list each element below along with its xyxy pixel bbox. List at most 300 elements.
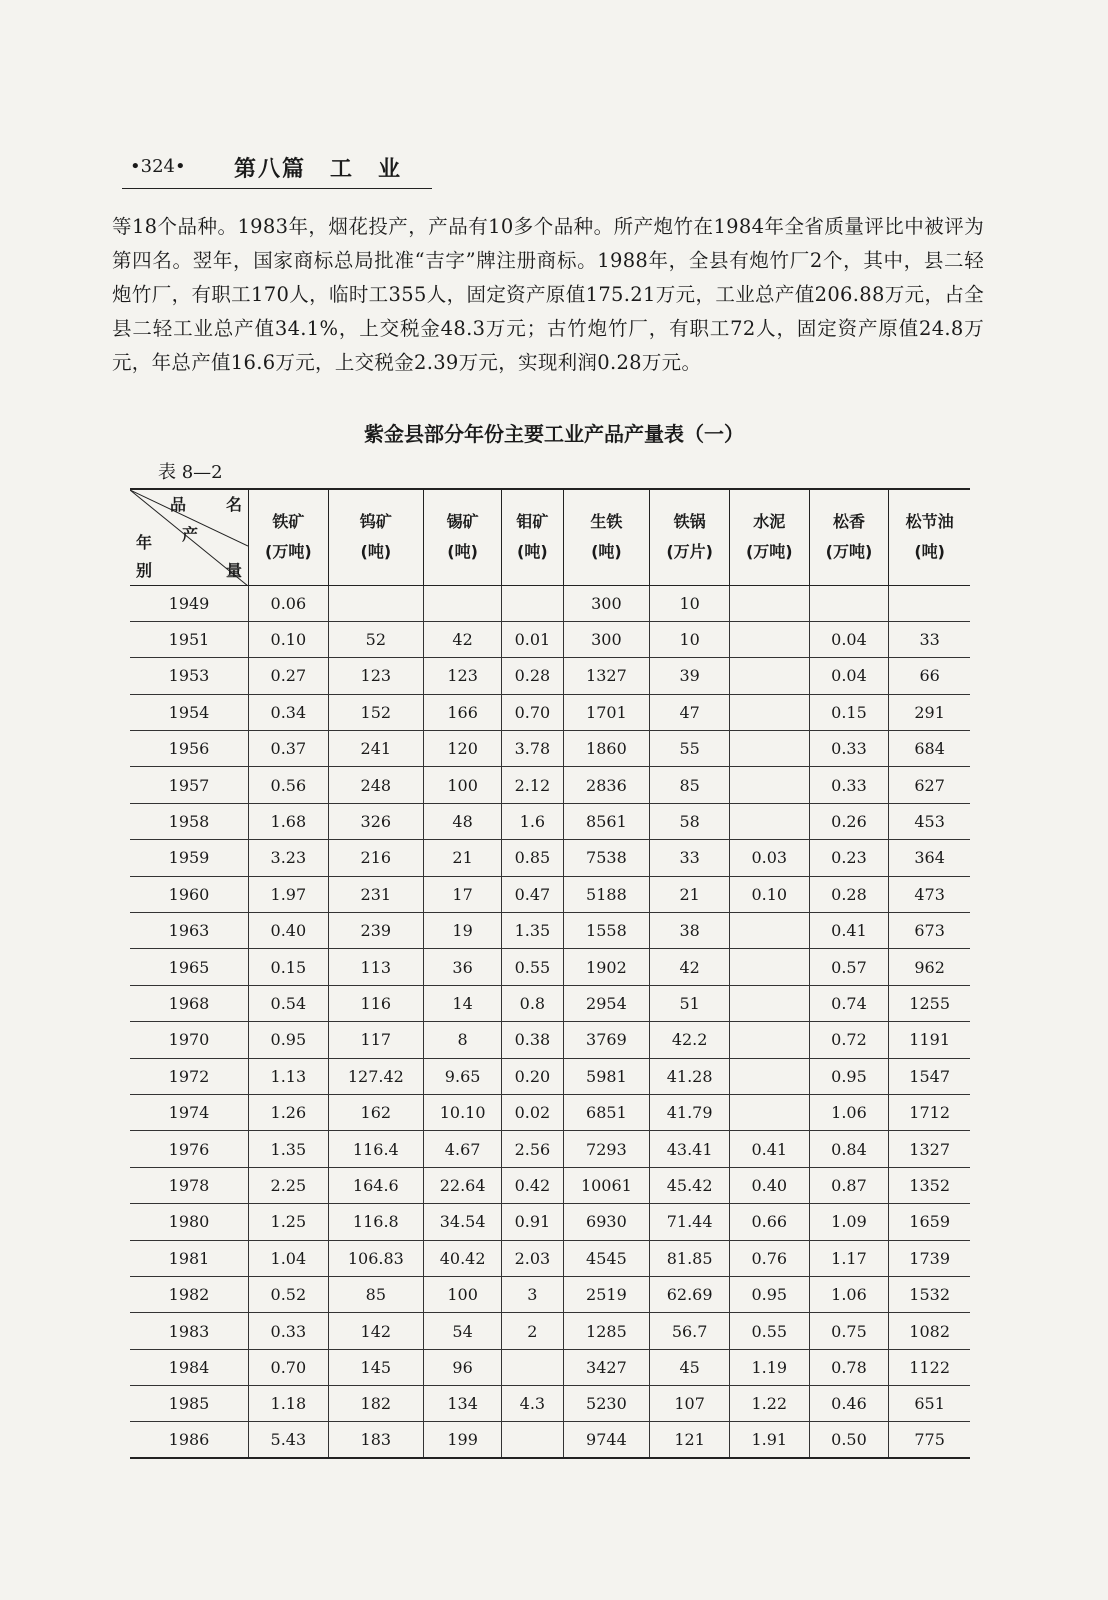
value-cell: 0.27 (249, 658, 329, 694)
value-cell: 48 (423, 803, 501, 839)
value-cell: 55 (650, 731, 730, 767)
value-cell: 0.46 (809, 1386, 889, 1422)
value-cell: 0.03 (729, 840, 809, 876)
value-cell: 62.69 (650, 1276, 730, 1312)
column-header-6 (650, 489, 730, 585)
value-cell: 14 (423, 985, 501, 1021)
value-cell: 1.25 (249, 1204, 329, 1240)
value-cell: 183 (328, 1422, 423, 1458)
value-cell: 216 (328, 840, 423, 876)
table-row (130, 840, 970, 876)
value-cell: 116.4 (328, 1131, 423, 1167)
value-cell: 1.04 (249, 1240, 329, 1276)
year-cell: 1976 (130, 1131, 249, 1167)
value-cell: 56.7 (650, 1313, 730, 1349)
value-cell: 2.25 (249, 1167, 329, 1203)
value-cell (502, 1349, 563, 1385)
value-cell: 6930 (563, 1204, 650, 1240)
value-cell: 300 (563, 621, 650, 657)
value-cell: 1.06 (809, 1094, 889, 1130)
value-cell: 0.28 (502, 658, 563, 694)
value-cell: 0.84 (809, 1131, 889, 1167)
value-cell: 10.10 (423, 1094, 501, 1130)
value-cell: 775 (889, 1422, 970, 1458)
column-header-2 (328, 489, 423, 585)
value-cell: 5.43 (249, 1422, 329, 1458)
value-cell: 231 (328, 876, 423, 912)
value-cell: 116.8 (328, 1204, 423, 1240)
table-row (130, 694, 970, 730)
table-row (130, 803, 970, 839)
column-header-3 (423, 489, 501, 585)
value-cell (729, 1058, 809, 1094)
value-cell: 1.06 (809, 1276, 889, 1312)
value-cell: 182 (328, 1386, 423, 1422)
value-cell: 58 (650, 803, 730, 839)
value-cell: 1.09 (809, 1204, 889, 1240)
year-cell: 1963 (130, 913, 249, 949)
value-cell: 47 (650, 694, 730, 730)
value-cell: 66 (889, 658, 970, 694)
column-unit: (万吨) (265, 542, 312, 562)
value-cell: 100 (423, 1276, 501, 1312)
table-row (130, 1386, 970, 1422)
header-rule (122, 188, 432, 189)
value-cell: 36 (423, 949, 501, 985)
table-row (130, 876, 970, 912)
value-cell: 199 (423, 1422, 501, 1458)
value-cell: 41.79 (650, 1094, 730, 1130)
table-row (130, 621, 970, 657)
value-cell: 0.23 (809, 840, 889, 876)
value-cell: 4.3 (502, 1386, 563, 1422)
value-cell: 3.78 (502, 731, 563, 767)
column-name: 铁矿 (272, 512, 305, 532)
year-cell: 1958 (130, 803, 249, 839)
value-cell: 85 (328, 1276, 423, 1312)
corner-label-nian: 年 (136, 533, 153, 552)
value-cell: 42 (423, 621, 501, 657)
value-cell: 0.33 (809, 731, 889, 767)
table-row (130, 767, 970, 803)
value-cell: 0.28 (809, 876, 889, 912)
value-cell (729, 913, 809, 949)
value-cell: 1558 (563, 913, 650, 949)
year-cell: 1980 (130, 1204, 249, 1240)
value-cell: 0.01 (502, 621, 563, 657)
table-row (130, 731, 970, 767)
column-unit: (万吨) (825, 542, 873, 562)
page-number: •324• (130, 156, 186, 177)
table-row (130, 1094, 970, 1130)
value-cell: 9.65 (423, 1058, 501, 1094)
value-cell: 33 (889, 621, 970, 657)
year-cell: 1954 (130, 694, 249, 730)
value-cell (729, 621, 809, 657)
year-cell: 1956 (130, 731, 249, 767)
table-number: 表 8—2 (158, 462, 223, 483)
value-cell (889, 585, 970, 621)
table-row (130, 1313, 970, 1349)
value-cell (729, 1022, 809, 1058)
value-cell: 473 (889, 876, 970, 912)
value-cell: 0.15 (249, 949, 329, 985)
table-row (130, 1349, 970, 1385)
table-row (130, 913, 970, 949)
value-cell: 1.6 (502, 803, 563, 839)
year-cell: 1957 (130, 767, 249, 803)
value-cell: 0.75 (809, 1313, 889, 1349)
value-cell (729, 767, 809, 803)
value-cell: 1.91 (729, 1422, 809, 1458)
corner-label-pin: 品 (170, 495, 187, 514)
page-header (122, 150, 432, 190)
column-name: 钨矿 (359, 512, 392, 532)
table-row (130, 1167, 970, 1203)
column-name: 水泥 (753, 512, 786, 532)
value-cell: 0.37 (249, 731, 329, 767)
year-cell: 1960 (130, 876, 249, 912)
value-cell: 0.41 (729, 1131, 809, 1167)
value-cell: 2.03 (502, 1240, 563, 1276)
value-cell: 42 (650, 949, 730, 985)
value-cell: 41.28 (650, 1058, 730, 1094)
value-cell: 1255 (889, 985, 970, 1021)
value-cell: 1.22 (729, 1386, 809, 1422)
year-cell: 1982 (130, 1276, 249, 1312)
production-table (130, 488, 970, 1459)
column-unit: (吨) (447, 542, 478, 562)
value-cell (809, 585, 889, 621)
value-cell: 134 (423, 1386, 501, 1422)
value-cell: 96 (423, 1349, 501, 1385)
value-cell: 0.56 (249, 767, 329, 803)
column-unit: (吨) (517, 542, 548, 562)
value-cell: 39 (650, 658, 730, 694)
year-cell: 1959 (130, 840, 249, 876)
value-cell: 145 (328, 1349, 423, 1385)
value-cell: 6851 (563, 1094, 650, 1130)
value-cell: 1082 (889, 1313, 970, 1349)
value-cell: 5981 (563, 1058, 650, 1094)
value-cell: 1902 (563, 949, 650, 985)
value-cell: 107 (650, 1386, 730, 1422)
value-cell: 0.33 (249, 1313, 329, 1349)
value-cell: 0.41 (809, 913, 889, 949)
value-cell: 0.38 (502, 1022, 563, 1058)
value-cell: 10 (650, 621, 730, 657)
value-cell: 21 (650, 876, 730, 912)
value-cell (328, 585, 423, 621)
value-cell: 1532 (889, 1276, 970, 1312)
value-cell: 8561 (563, 803, 650, 839)
value-cell: 8 (423, 1022, 501, 1058)
value-cell: 3769 (563, 1022, 650, 1058)
value-cell: 1547 (889, 1058, 970, 1094)
column-unit: (吨) (591, 542, 622, 562)
value-cell: 0.02 (502, 1094, 563, 1130)
value-cell: 42.2 (650, 1022, 730, 1058)
value-cell: 0.34 (249, 694, 329, 730)
value-cell: 0.52 (249, 1276, 329, 1312)
table-row (130, 1240, 970, 1276)
value-cell: 1701 (563, 694, 650, 730)
value-cell: 2.56 (502, 1131, 563, 1167)
value-cell: 1.35 (249, 1131, 329, 1167)
value-cell: 166 (423, 694, 501, 730)
value-cell: 7538 (563, 840, 650, 876)
value-cell (729, 585, 809, 621)
value-cell: 38 (650, 913, 730, 949)
table-row (130, 1204, 970, 1240)
value-cell: 0.70 (249, 1349, 329, 1385)
column-name: 松香 (832, 512, 865, 532)
value-cell: 1191 (889, 1022, 970, 1058)
value-cell: 0.87 (809, 1167, 889, 1203)
value-cell: 0.66 (729, 1204, 809, 1240)
value-cell: 2836 (563, 767, 650, 803)
column-unit: (万吨) (745, 542, 793, 562)
value-cell: 1.19 (729, 1349, 809, 1385)
value-cell (729, 694, 809, 730)
value-cell: 2519 (563, 1276, 650, 1312)
value-cell (502, 1422, 563, 1458)
value-cell: 7293 (563, 1131, 650, 1167)
value-cell: 1.35 (502, 913, 563, 949)
value-cell: 962 (889, 949, 970, 985)
value-cell: 45 (650, 1349, 730, 1385)
value-cell: 162 (328, 1094, 423, 1130)
column-name: 松节油 (905, 512, 954, 532)
value-cell: 33 (650, 840, 730, 876)
value-cell: 54 (423, 1313, 501, 1349)
column-name: 生铁 (590, 512, 623, 532)
value-cell: 300 (563, 585, 650, 621)
value-cell (729, 658, 809, 694)
value-cell: 651 (889, 1386, 970, 1422)
value-cell: 2.12 (502, 767, 563, 803)
value-cell: 120 (423, 731, 501, 767)
value-cell: 1122 (889, 1349, 970, 1385)
year-cell: 1972 (130, 1058, 249, 1094)
value-cell: 0.91 (502, 1204, 563, 1240)
value-cell: 0.06 (249, 585, 329, 621)
table-row (130, 1131, 970, 1167)
value-cell: 52 (328, 621, 423, 657)
column-name: 铁锅 (673, 512, 706, 532)
corner-label-bie: 别 (136, 561, 153, 580)
value-cell: 1739 (889, 1240, 970, 1276)
value-cell: 19 (423, 913, 501, 949)
value-cell: 9744 (563, 1422, 650, 1458)
value-cell: 1.17 (809, 1240, 889, 1276)
value-cell: 0.15 (809, 694, 889, 730)
value-cell: 0.04 (809, 658, 889, 694)
value-cell (729, 803, 809, 839)
table-row (130, 1276, 970, 1312)
value-cell: 241 (328, 731, 423, 767)
year-cell: 1965 (130, 949, 249, 985)
value-cell: 239 (328, 913, 423, 949)
value-cell: 3.23 (249, 840, 329, 876)
body-paragraph: 等18个品种。1983年，烟花投产，产品有10多个品种。所产炮竹在1984年全省质量评比中被评为第四名。翌年，国家商标总局批准“吉字”牌注册商标。1988年，全县有炮竹厂2个，其中，县二轻炮竹厂，有职工170人，临时工355人，固定资产原值175.21万元，工业总产值206.88万元，占全县二轻工业总产值34.1%，上交税金48.3万元；古竹炮竹厂，有职工72人，固定资产原值24.8万元，年总产值16.6万元，上交税金2.39万元，实现利润0.28万元。 (112, 215, 984, 374)
column-unit: (吨) (914, 542, 945, 562)
value-cell: 1860 (563, 731, 650, 767)
value-cell (729, 949, 809, 985)
year-cell: 1970 (130, 1022, 249, 1058)
column-header-1 (249, 489, 329, 585)
column-name: 钼矿 (516, 512, 549, 532)
value-cell: 1659 (889, 1204, 970, 1240)
value-cell: 117 (328, 1022, 423, 1058)
value-cell: 0.72 (809, 1022, 889, 1058)
value-cell (423, 585, 501, 621)
value-cell: 71.44 (650, 1204, 730, 1240)
corner-label-liang: 量 (226, 561, 243, 580)
value-cell: 51 (650, 985, 730, 1021)
value-cell: 1.26 (249, 1094, 329, 1130)
value-cell: 45.42 (650, 1167, 730, 1203)
table-header-row (130, 489, 970, 585)
value-cell (502, 585, 563, 621)
value-cell: 627 (889, 767, 970, 803)
value-cell: 0.40 (249, 913, 329, 949)
value-cell: 0.55 (502, 949, 563, 985)
value-cell: 1.68 (249, 803, 329, 839)
value-cell: 1327 (889, 1131, 970, 1167)
value-cell: 0.04 (809, 621, 889, 657)
table-row (130, 658, 970, 694)
table-row (130, 1422, 970, 1458)
value-cell: 2954 (563, 985, 650, 1021)
column-header-8 (809, 489, 889, 585)
value-cell: 1.13 (249, 1058, 329, 1094)
value-cell: 10061 (563, 1167, 650, 1203)
value-cell: 85 (650, 767, 730, 803)
value-cell: 684 (889, 731, 970, 767)
value-cell: 326 (328, 803, 423, 839)
value-cell: 0.85 (502, 840, 563, 876)
column-header-5 (563, 489, 650, 585)
column-header-4 (502, 489, 563, 585)
value-cell: 3427 (563, 1349, 650, 1385)
table-row (130, 985, 970, 1021)
value-cell: 1.97 (249, 876, 329, 912)
value-cell: 248 (328, 767, 423, 803)
value-cell: 100 (423, 767, 501, 803)
value-cell: 116 (328, 985, 423, 1021)
value-cell: 40.42 (423, 1240, 501, 1276)
value-cell: 1327 (563, 658, 650, 694)
value-cell: 10 (650, 585, 730, 621)
corner-header-cell (130, 489, 249, 585)
year-cell: 1968 (130, 985, 249, 1021)
column-unit: (万片) (666, 542, 713, 562)
year-cell: 1983 (130, 1313, 249, 1349)
year-cell: 1951 (130, 621, 249, 657)
value-cell: 0.76 (729, 1240, 809, 1276)
value-cell: 123 (328, 658, 423, 694)
column-header-9 (889, 489, 970, 585)
value-cell: 21 (423, 840, 501, 876)
chapter-title: 第八篇 工 业 (234, 157, 403, 182)
year-cell: 1985 (130, 1386, 249, 1422)
value-cell: 291 (889, 694, 970, 730)
table-row (130, 949, 970, 985)
value-cell: 0.57 (809, 949, 889, 985)
value-cell: 1352 (889, 1167, 970, 1203)
corner-label-chan: 产 (182, 525, 199, 544)
value-cell: 0.95 (809, 1058, 889, 1094)
value-cell: 34.54 (423, 1204, 501, 1240)
value-cell: 0.40 (729, 1167, 809, 1203)
value-cell: 0.70 (502, 694, 563, 730)
value-cell: 0.10 (249, 621, 329, 657)
year-cell: 1953 (130, 658, 249, 694)
value-cell: 0.74 (809, 985, 889, 1021)
value-cell: 0.78 (809, 1349, 889, 1385)
value-cell: 0.95 (729, 1276, 809, 1312)
column-unit: (吨) (360, 542, 392, 562)
value-cell: 127.42 (328, 1058, 423, 1094)
value-cell: 5230 (563, 1386, 650, 1422)
value-cell: 164.6 (328, 1167, 423, 1203)
value-cell: 0.33 (809, 767, 889, 803)
year-cell: 1949 (130, 585, 249, 621)
value-cell: 81.85 (650, 1240, 730, 1276)
value-cell: 142 (328, 1313, 423, 1349)
value-cell: 1.18 (249, 1386, 329, 1422)
value-cell: 0.42 (502, 1167, 563, 1203)
value-cell: 4.67 (423, 1131, 501, 1167)
value-cell (729, 731, 809, 767)
value-cell: 123 (423, 658, 501, 694)
value-cell: 2 (502, 1313, 563, 1349)
value-cell: 4545 (563, 1240, 650, 1276)
value-cell: 43.41 (650, 1131, 730, 1167)
value-cell: 22.64 (423, 1167, 501, 1203)
table-row (130, 1058, 970, 1094)
year-cell: 1984 (130, 1349, 249, 1385)
column-header-7 (729, 489, 809, 585)
value-cell: 152 (328, 694, 423, 730)
value-cell: 673 (889, 913, 970, 949)
value-cell: 0.54 (249, 985, 329, 1021)
table-row (130, 585, 970, 621)
value-cell (729, 985, 809, 1021)
value-cell: 0.47 (502, 876, 563, 912)
value-cell: 17 (423, 876, 501, 912)
value-cell: 0.95 (249, 1022, 329, 1058)
value-cell: 1712 (889, 1094, 970, 1130)
corner-label-ming: 名 (226, 495, 243, 514)
value-cell: 121 (650, 1422, 730, 1458)
value-cell: 0.55 (729, 1313, 809, 1349)
value-cell: 364 (889, 840, 970, 876)
value-cell: 0.20 (502, 1058, 563, 1094)
value-cell: 453 (889, 803, 970, 839)
value-cell (729, 1094, 809, 1130)
value-cell: 0.8 (502, 985, 563, 1021)
value-cell: 3 (502, 1276, 563, 1312)
year-cell: 1981 (130, 1240, 249, 1276)
value-cell: 0.26 (809, 803, 889, 839)
value-cell: 0.10 (729, 876, 809, 912)
value-cell: 5188 (563, 876, 650, 912)
value-cell: 1285 (563, 1313, 650, 1349)
year-cell: 1978 (130, 1167, 249, 1203)
value-cell: 0.50 (809, 1422, 889, 1458)
